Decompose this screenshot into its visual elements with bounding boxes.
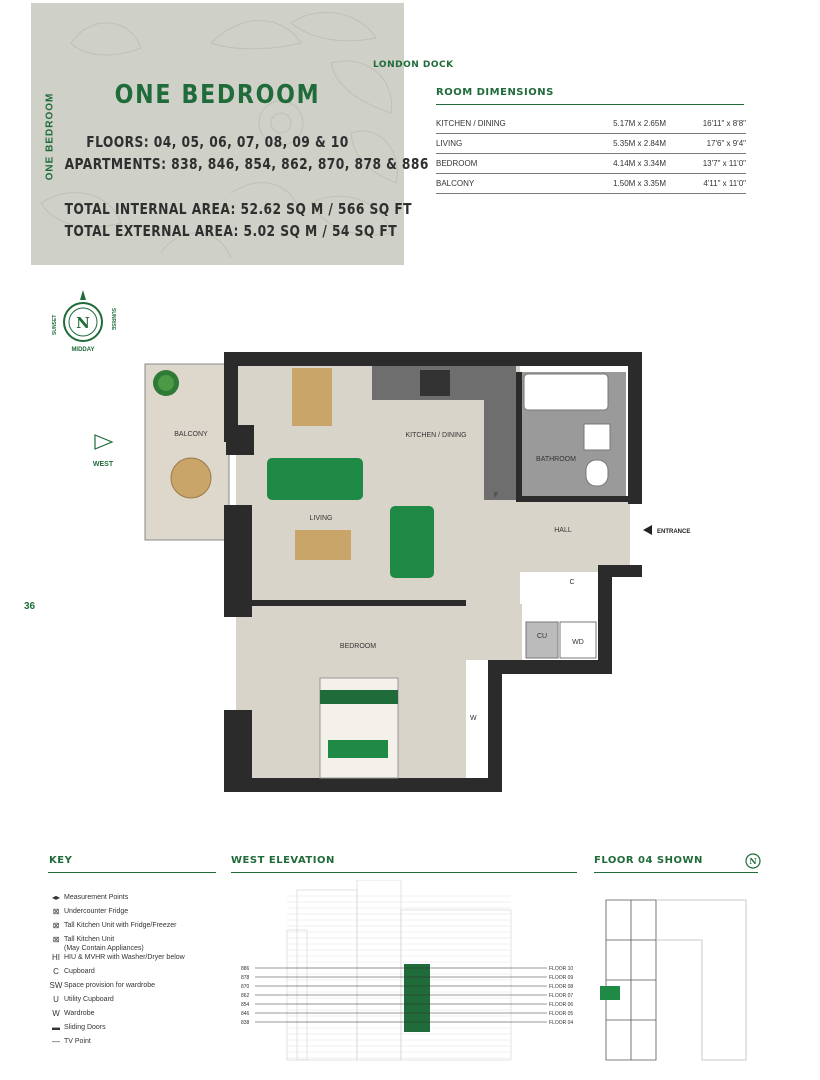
room-dimensions-title: ROOM DIMENSIONS: [436, 87, 554, 98]
floor-tag-right: FLOOR 05: [549, 1011, 574, 1017]
west-elevation-rule: [231, 872, 577, 873]
table-row: [436, 114, 746, 134]
key-list: [48, 893, 228, 1051]
room-metric: 1.50M x 3.35M: [586, 174, 666, 194]
room-imperial: 4'11" x 11'0": [666, 174, 746, 194]
utility-label: CU: [536, 633, 548, 640]
key-item: [48, 981, 228, 995]
table-row: [436, 174, 746, 194]
room-name: LIVING: [436, 134, 586, 154]
key-text: Space provision for wardrobe: [64, 982, 156, 989]
key-item: [48, 1023, 228, 1037]
key-item: [48, 935, 228, 953]
key-text: Measurement Points: [64, 894, 129, 901]
room-name: KITCHEN / DINING: [436, 114, 586, 134]
north-arrow-icon: [80, 290, 86, 300]
sidebar-label: [39, 92, 59, 185]
compass-sunset: SUNSET: [52, 314, 58, 335]
key-note: (May Contain Appliances): [64, 945, 144, 952]
room-dimensions-rule: [436, 104, 744, 105]
hall-floor: [520, 500, 630, 572]
floors-list: FLOORS: 04, 05, 06, 07, 08, 09 & 10: [86, 133, 349, 151]
compass-sunrise: SUNRISE: [110, 308, 116, 331]
plant-icon-inner: [158, 375, 174, 391]
room-imperial: 17'6" x 9'4": [666, 134, 746, 154]
balcony-label: BALCONY: [174, 431, 208, 438]
tall-kitchen-unit-icon: ⊠: [52, 935, 60, 944]
key-item: [48, 953, 228, 967]
floor-tag-right: FLOOR 06: [549, 1002, 574, 1008]
room-name: BALCONY: [436, 174, 586, 194]
key-item: [48, 967, 228, 981]
wall-bottom: [224, 778, 502, 792]
key-text: Utility Cupboard: [64, 996, 114, 1003]
building-outline: [287, 880, 511, 1060]
tower-left: [297, 890, 357, 1060]
wall-bathroom-left: [516, 372, 522, 502]
key-text: TV Point: [64, 1038, 91, 1045]
kitchen-tall-units: [484, 400, 516, 500]
bedroom-label: BEDROOM: [339, 643, 377, 650]
key-title: KEY: [49, 855, 73, 866]
armchair-icon: [390, 506, 434, 578]
wall-hall-bottom: [488, 660, 612, 674]
column: [226, 425, 254, 455]
hob-icon: [420, 370, 450, 396]
key-item: [48, 907, 228, 921]
floor-tag-right: FLOOR 07: [549, 993, 574, 999]
kitchen-dining-label: KITCHEN / DINING: [405, 432, 467, 439]
floor-tag-right: FLOOR 08: [549, 984, 574, 990]
toilet-icon: [586, 460, 608, 486]
west-label: WEST: [92, 461, 114, 468]
utility-cupboard-symbol: U: [53, 995, 59, 1004]
utility-cupboard: [526, 622, 558, 658]
room-imperial: 16'11" x 8'8": [666, 114, 746, 134]
floor-tag-left: 870: [241, 984, 250, 990]
wall-entrance-bottom: [598, 565, 642, 577]
balcony-table: [171, 458, 211, 498]
measurement-points-icon: ◂▸: [51, 893, 61, 902]
bathtub-icon: [524, 374, 608, 410]
key-text: HIU & MVHR with Washer/Dryer below: [64, 954, 185, 961]
tv-point-icon: —: [52, 1037, 60, 1046]
cupboard-symbol: C: [53, 967, 59, 976]
cupboard-label: C: [569, 579, 575, 586]
floor-tag-right: FLOOR 10: [549, 966, 574, 972]
west-elevation-title: WEST ELEVATION: [231, 855, 335, 866]
compass-north-letter: N: [76, 314, 90, 332]
key-item: [48, 1037, 228, 1051]
key-item: [48, 893, 228, 907]
floor-tag-right: FLOOR 04: [549, 1020, 574, 1026]
key-text: Sliding Doors: [64, 1024, 106, 1031]
key-item: [48, 995, 228, 1009]
wall-cupboard-right: [598, 572, 612, 674]
tower-mid: [357, 880, 401, 1060]
floor-tag-left: 846: [241, 1011, 250, 1017]
compass: [52, 290, 116, 353]
wall-right-upper: [628, 352, 642, 504]
total-external-area: TOTAL EXTERNAL AREA: 5.02 SQ M / 54 SQ FT: [64, 222, 398, 240]
north-icon-letter: N: [749, 856, 757, 866]
entrance-arrow-icon: [643, 525, 652, 535]
wall-top: [224, 352, 642, 366]
floor-tag-left: 838: [241, 1020, 250, 1026]
floor-tag-left: 854: [241, 1002, 250, 1008]
page-number: 36: [24, 601, 36, 612]
floor-tag-left: 886: [241, 966, 250, 972]
undercounter-fridge-icon: ⊠: [52, 907, 60, 916]
unit-title: ONE BEDROOM: [114, 80, 321, 110]
wing-right: [656, 900, 746, 1060]
floor-tag-left: 878: [241, 975, 250, 981]
floor-tag-left: 862: [241, 993, 250, 999]
room-dimensions-table: [436, 114, 746, 194]
living-label: LIVING: [309, 515, 333, 522]
floor-plan: [0, 280, 820, 800]
wall-bathroom-bottom: [516, 496, 628, 502]
sofa-icon: [267, 458, 363, 500]
key-text: Tall Kitchen Unit: [64, 936, 115, 943]
room-imperial: 13'7" x 11'0": [666, 154, 746, 174]
table-row: [436, 134, 746, 154]
compass-midday: MIDDAY: [71, 347, 95, 353]
sidebar-label-text: ONE BEDROOM: [44, 92, 56, 181]
floor-key-outline: [606, 900, 746, 1060]
table-row: [436, 154, 746, 174]
dining-table: [292, 368, 332, 426]
north-icon: [744, 851, 762, 869]
key-item: [48, 921, 228, 935]
floor-tag-right: FLOOR 09: [549, 975, 574, 981]
hiu-mvhr-icon: HI: [52, 953, 60, 962]
key-text: Cupboard: [64, 968, 95, 975]
hall-label: HALL: [554, 527, 572, 534]
key-text: Undercounter Fridge: [64, 908, 129, 915]
bathroom-label: BATHROOM: [536, 456, 576, 463]
pillows-icon: [328, 740, 388, 758]
room-metric: 5.17M x 2.65M: [586, 114, 666, 134]
room-metric: 5.35M x 2.84M: [586, 134, 666, 154]
wardrobe-label: W: [470, 715, 477, 722]
key-rule: [48, 872, 216, 873]
key-text: Tall Kitchen Unit with Fridge/Freezer: [64, 922, 177, 929]
west-elevation-drawing: [231, 880, 577, 1070]
entrance-label: ENTRANCE: [657, 529, 691, 535]
floor-key-plan: [594, 880, 764, 1070]
hall-floor-lower: [466, 604, 522, 660]
wall-bedroom-top: [236, 600, 466, 606]
sink-icon: [584, 424, 610, 450]
floor-shown-title: FLOOR 04 SHOWN: [594, 855, 703, 866]
room-name: BEDROOM: [436, 154, 586, 174]
west-marker: [93, 435, 114, 468]
floor-shown-rule: [594, 872, 758, 873]
room-metric: 4.14M x 3.34M: [586, 154, 666, 174]
sliding-doors-icon: ▬: [52, 1023, 60, 1032]
washer-dryer-label: WD: [572, 639, 584, 646]
total-internal-area: TOTAL INTERNAL AREA: 52.62 SQ M / 566 SQ FT: [64, 200, 412, 218]
highlighted-unit: [600, 986, 620, 1000]
wardrobe-symbol: W: [52, 1009, 60, 1018]
key-text: Wardrobe: [64, 1010, 95, 1017]
bed-runner: [320, 690, 398, 704]
apartments-list: APARTMENTS: 838, 846, 854, 862, 870, 878 & 886: [64, 155, 429, 173]
wardrobe-space-symbol: SW: [49, 981, 63, 990]
tall-fridge-freezer-icon: ⊠: [52, 921, 60, 930]
key-item: [48, 1009, 228, 1023]
coffee-table: [295, 530, 351, 560]
fridge-label: F: [494, 492, 499, 499]
west-arrow-icon: [95, 435, 112, 449]
wall-bottom-right: [488, 660, 502, 792]
development-name: LONDON DOCK: [373, 60, 454, 70]
